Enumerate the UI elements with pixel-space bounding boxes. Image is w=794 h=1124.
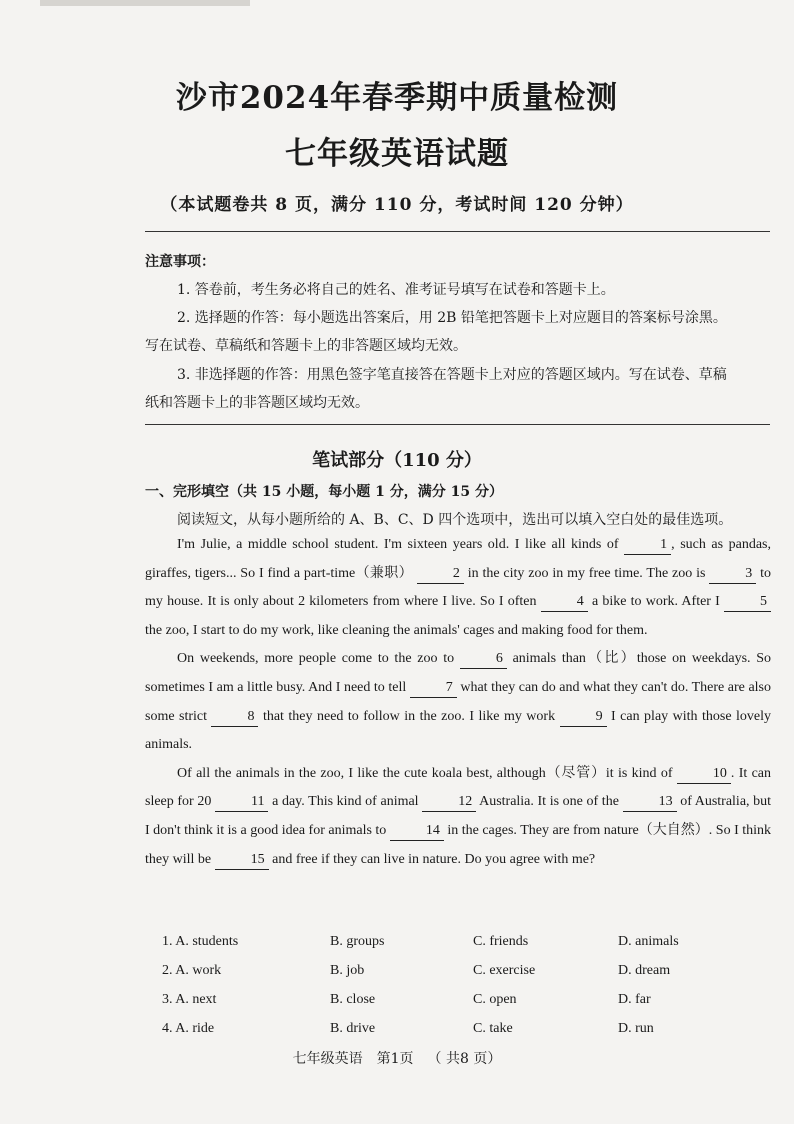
passage-text: animals than（比）those on weekdays. So sometimes I am a little busy. And I need to tell xyxy=(145,651,772,695)
note-item-3-cont: 纸和答题卡上的非答题区域均无效。 xyxy=(145,395,369,411)
passage-paragraph-1 xyxy=(145,531,771,645)
passage-paragraph-3 xyxy=(145,760,771,874)
footer-total: （ 共8 页） xyxy=(427,1051,502,1067)
divider-bottom xyxy=(145,424,770,425)
exam-subtitle: 七年级英语试题 xyxy=(285,136,509,172)
blank-6: 6 xyxy=(460,650,507,669)
blank-7: 7 xyxy=(410,679,457,698)
option-d: D. animals xyxy=(618,934,679,949)
passage-text: I'm Julie, a middle school student. I'm sixteen years old. I like all kinds of xyxy=(177,537,619,552)
blank-9: 9 xyxy=(560,708,607,727)
passage-text: what they can do and what they can't do. There are also some strict xyxy=(145,679,771,724)
passage-text: and free if they can live in nature. Do you agree with me? xyxy=(272,851,596,867)
page-footer xyxy=(0,1048,794,1068)
option-c: C. exercise xyxy=(473,963,536,978)
blank-13: 13 xyxy=(623,793,677,812)
blank-11: 11 xyxy=(215,793,268,812)
note-item-1: 1. 答卷前，考生务必将自己的姓名、准考证号填写在试卷和答题卡上。 xyxy=(177,282,615,298)
blank-5: 5 xyxy=(724,593,771,612)
note-item-2: 2. 选择题的作答：每小题选出答案后，用 2B 铅笔把答题卡上对应题目的答案标号涂黑。 xyxy=(177,310,727,326)
blank-14: 14 xyxy=(390,822,444,841)
passage-text: of Australia, but I don't think it is a good idea for animals to xyxy=(145,794,772,838)
blank-4: 4 xyxy=(541,593,588,612)
note-item-3: 3. 非选择题的作答：用黑色签字笔直接答在答题卡上对应的答题区域内。写在试卷、草稿 xyxy=(177,367,727,383)
blank-8: 8 xyxy=(211,708,258,727)
exam-info: （本试题卷共 8 页，满分 110 分，考试时间 120 分钟） xyxy=(160,195,634,215)
option-c: C. friends xyxy=(473,934,529,949)
passage-text: the zoo, I start to do my work, like cleaning the animals' cages and making food for them. xyxy=(145,622,648,638)
part1-instruction: 阅读短文，从每小题所给的 A、B、C、D 四个选项中，选出可以填入空白处的最佳选项。 xyxy=(177,512,733,528)
blank-2: 2 xyxy=(417,565,464,584)
passage-text: . It can sleep for 20 xyxy=(145,765,772,810)
option-b: B. close xyxy=(330,992,376,1007)
blank-15: 15 xyxy=(215,851,269,870)
blank-12: 12 xyxy=(422,793,476,812)
passage-text: a day. This kind of animal xyxy=(272,794,419,810)
option-d: D. far xyxy=(618,992,651,1007)
passage-paragraph-2 xyxy=(145,645,771,759)
option-b: B. job xyxy=(330,963,365,978)
option-a: 1. A. students xyxy=(162,934,239,949)
option-b: B. drive xyxy=(330,1021,376,1036)
section-title: 笔试部分（110 分） xyxy=(312,450,482,471)
passage-text: On weekends, more people come to the zoo to xyxy=(177,651,455,667)
blank-10: 10 xyxy=(677,765,731,784)
option-a: 4. A. ride xyxy=(162,1021,215,1036)
option-a: 2. A. work xyxy=(162,963,222,978)
part1-title: 一、完形填空（共 15 小题，每小题 1 分，满分 15 分） xyxy=(145,484,503,500)
option-d: D. dream xyxy=(618,963,671,978)
option-c: C. open xyxy=(473,992,517,1007)
note-item-2-cont: 写在试卷、草稿纸和答题卡上的非答题区域均无效。 xyxy=(145,338,467,354)
option-c: C. take xyxy=(473,1021,513,1036)
option-d: D. run xyxy=(618,1021,654,1036)
passage-text: Australia. It is one of the xyxy=(479,794,619,810)
passage-text: Of all the animals in the zoo, I like the cute koala best, although（尽管）it is kind of xyxy=(177,765,673,781)
passage-text: that they need to follow in the zoo. I like my work xyxy=(262,708,556,724)
blank-1: 1 xyxy=(624,536,671,555)
exam-title: 沙市2024年春季期中质量检测 xyxy=(175,80,619,116)
scan-edge-mark xyxy=(40,0,250,6)
divider-top xyxy=(145,231,770,232)
footer-page: 第1页 xyxy=(376,1051,414,1067)
option-b: B. groups xyxy=(330,934,385,949)
passage-text: , such as pandas, giraffes, tigers... So I find a part-time（兼职） xyxy=(145,537,772,581)
passage-text: I can play with those lovely animals. xyxy=(145,708,771,753)
footer-subject: 七年级英语 xyxy=(292,1051,363,1067)
passage-text: in the city zoo in my free time. The zoo is xyxy=(467,565,706,581)
option-a: 3. A. next xyxy=(162,992,217,1007)
passage-text: to my house. It is only about 2 kilometers from where I live. So I often xyxy=(145,565,772,610)
notes-heading: 注意事项： xyxy=(145,254,215,270)
blank-3: 3 xyxy=(709,565,756,584)
cloze-passage xyxy=(145,531,771,874)
passage-text: in the cages. They are from nature（大自然）. So I think they will be xyxy=(145,822,772,867)
passage-text: a bike to work. After I xyxy=(591,594,720,610)
